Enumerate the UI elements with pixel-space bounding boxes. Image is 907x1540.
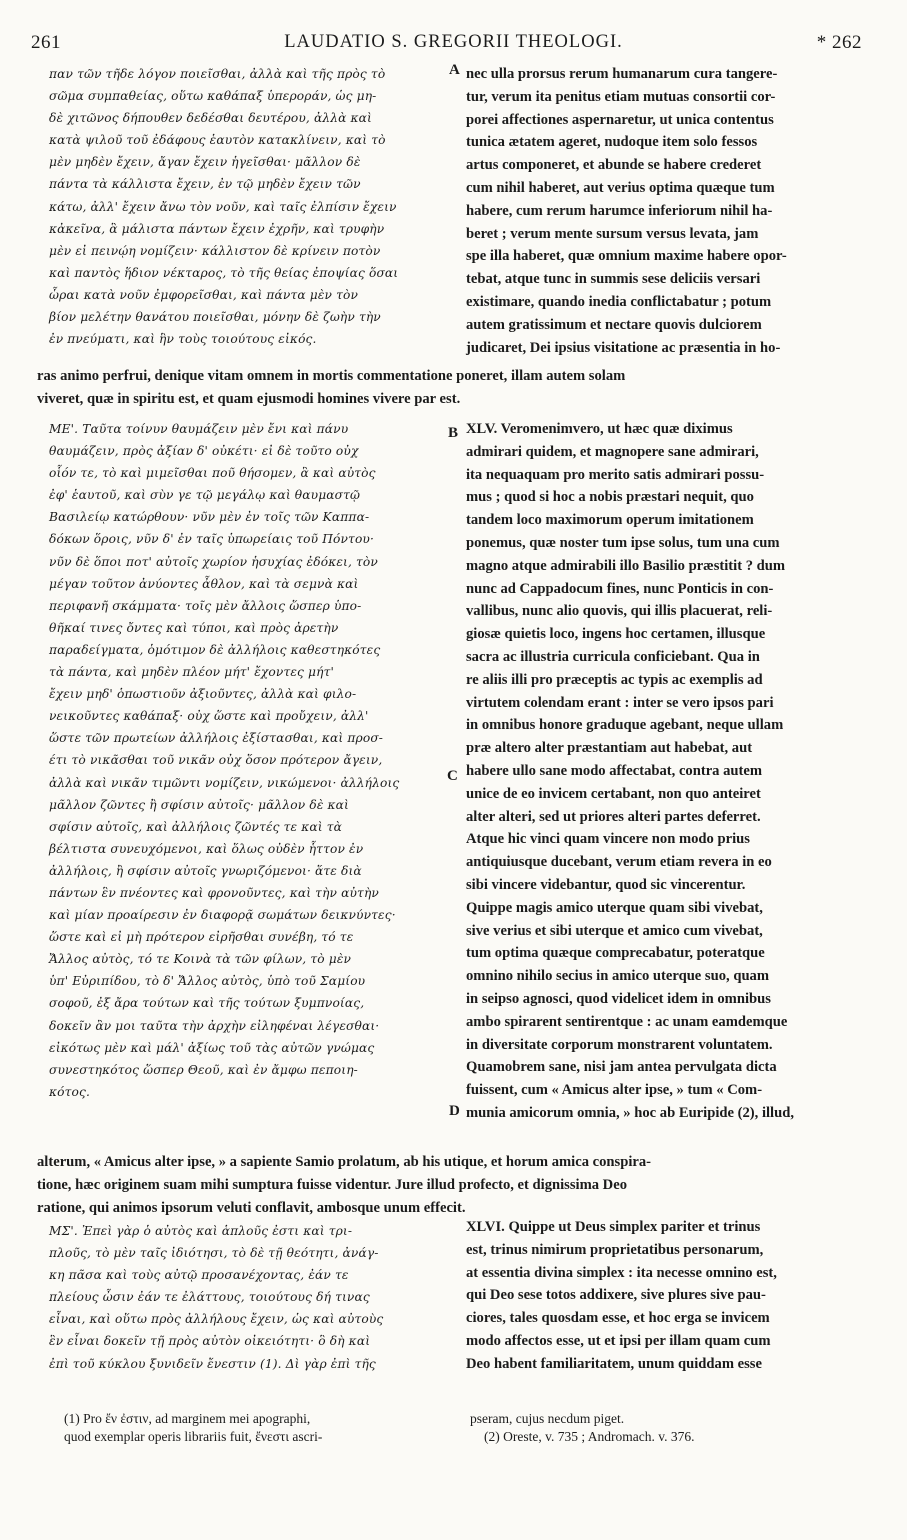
greek-column-block-1 — [49, 63, 398, 350]
latin-line: existimare, quando inedia conflictabatur ; potum — [466, 293, 772, 310]
greek-line: δόκων ὅροις, νῦν δ' ἐν ταῖς ὑπωρείαις τοῦ Πόντου· — [49, 532, 375, 547]
latin-line: munia amicorum omnia, » hoc ab Euripide (2), illud, — [466, 1104, 794, 1121]
margin-letter-c: C — [447, 768, 458, 784]
latin-line: qui Deo sese totos addixere, sive plures sive pau- — [466, 1287, 766, 1304]
greek-line: δοκεῖν ἂν μοι ταῦτα τὴν ἀρχὴν εἰληφέναι λέγεσθαι· — [49, 1018, 380, 1033]
latin-line: ratione, qui animos ipsorum veluti conflavit, ambosque unum effecit. — [37, 1199, 466, 1216]
footnote-line: (2) Oreste, v. 735 ; Andromach. v. 376. — [484, 1429, 695, 1444]
greek-line: Βασιλείῳ κατώρθουν· νῦν μὲν ἐν τοῖς τῶν Καππα- — [49, 510, 370, 525]
greek-line: συνεστηκότος ὥσπερ Θεοῦ, καὶ ἐν ἄμφω πεποιη- — [49, 1062, 358, 1077]
greek-line: μὲν εἰ πεινῴη νομίζειν· κάλλιστον δὲ κρίνειν ποτὸν — [49, 243, 381, 258]
latin-line: autem gratissimum et nectare quovis dulciorem — [466, 316, 762, 333]
greek-line: μέγαν τοῦτον ἀνύοντες ἆθλον, καὶ τὰ σεμνὰ καὶ — [49, 576, 359, 591]
latin-line: præ altero alter præstantiam aut habebat, aut — [466, 740, 753, 757]
latin-column-block-3 — [466, 1216, 777, 1376]
greek-line: σοφοῦ, ἐξ ἄρα τούτων καὶ τῆς τούτων ξυμπνοίας, — [49, 996, 365, 1011]
greek-line: ἀλλὰ καὶ νικᾶν τιμῶντι νομίζειν, νικώμενοι· ἀλλήλοις — [49, 775, 400, 790]
latin-line: tione, hæc originem suam mihi sumptura fuisse videntur. Jure illud profecto, et dignissima Deo — [37, 1176, 627, 1193]
footnote-right — [470, 1410, 694, 1446]
latin-line: mus ; quod si hoc a nobis præstari nequit, quo — [466, 489, 754, 506]
latin-full-width-2 — [37, 1151, 651, 1219]
greek-line: ἐφ' ἑαυτοῦ, καὶ σὺν γε τῷ μεγάλῳ καὶ θαυμαστῷ — [49, 488, 361, 503]
running-title: LAUDATIO S. GREGORII THEOLOGI. — [284, 32, 623, 52]
greek-line: δὲ χιτῶνος δήπουθεν δεδέσθαι δευτέρου, ἀλλὰ καὶ — [49, 111, 372, 126]
latin-line: habere ullo sane modo affectabat, contra autem — [466, 762, 763, 779]
greek-line: ὥστε καὶ εἰ μὴ πρότερον εἰρῆσθαι συνέβη, τό τε — [49, 930, 354, 945]
latin-line: habere, cum rerum harumce inferiorum nihil ha- — [466, 202, 773, 219]
greek-column-block-2 — [49, 418, 399, 1103]
latin-line: beret ; verum mente sursum versus levata, jam — [466, 225, 759, 242]
latin-line: modo affectos esse, ut et ipsi per illam quam cum — [466, 1332, 771, 1349]
latin-line: tunica ætatem ageret, nudoque item solo fessos — [466, 134, 758, 151]
latin-line: giosæ quietis loco, ingens hoc certamen, illusque — [466, 626, 766, 643]
greek-line: ἐπὶ τοῦ κύκλου ξυνιδεῖν ἔνεστιν (1). Δὶ γὰρ ἐπὶ τῆς — [49, 1356, 376, 1371]
greek-line: βέλτιστα συνευχόμενοι, καὶ ὅλως οὐδὲν ἧττον ἐν — [49, 841, 364, 856]
latin-line: tum optima quæque comprecabatur, poteratque — [466, 945, 765, 962]
latin-line: sive verius et sibi uterque et amico cum vivebat, — [466, 922, 763, 939]
greek-line: κότος. — [49, 1084, 91, 1099]
latin-line: Deo habent familiaritatem, unum quiddam esse — [466, 1355, 762, 1372]
latin-line: vallibus, nunc alio quovis, qui illis placuerat, reli- — [466, 603, 773, 620]
greek-line: ὥστε τῶν πρωτείων ἀλλήλοις ἐξίστασθαι, καὶ προσ- — [49, 731, 384, 746]
greek-line: ὧραι κατὰ νοῦν ἐμφορεῖσθαι, καὶ πάντα μὲν τὸν — [49, 287, 359, 302]
greek-line: πάντα τὰ κάλλιστα ἔχειν, ἐν τῷ μηδὲν ἔχειν τῶν — [49, 177, 361, 192]
page-number-right: * 262 — [816, 32, 862, 53]
latin-line: admirari quidem, et magnopere sane admirari, — [466, 443, 759, 460]
greek-line: πάντων ἓν πνέοντες καὶ φρονοῦντες, καὶ τὴν αὐτὴν — [49, 885, 379, 900]
latin-line: nec ulla prorsus rerum humanarum cura tangere- — [466, 66, 778, 82]
latin-line: XLV. Veromenimvero, ut hæc quæ diximus — [466, 421, 733, 437]
latin-line: sacra ac illustria curricula conficiebant. Qua in — [466, 648, 760, 665]
greek-line: καὶ μίαν προαίρεσιν ἐν διαφορᾷ σωμάτων δεικνύντες· — [49, 908, 396, 923]
greek-line: σῶμα συμπαθείας, οὕτω καθάπαξ ὑπεροράν, ὡς μη- — [49, 89, 377, 104]
latin-line: est, trinus nimirum proprietatibus personarum, — [466, 1241, 764, 1258]
latin-line: cum nihil haberet, aut verius optima quæque tum — [466, 179, 775, 196]
greek-line: παν τῶν τῆδε λόγον ποιεῖσθαι, ἀλλὰ καὶ τῆς πρὸς τὸ — [49, 67, 386, 81]
greek-line: ὑπ' Εὐριπίδου, τὸ δ' Ἄλλος αὐτὸς, ὑπὸ τοῦ Σαμίου — [49, 974, 366, 989]
latin-line: in omnibus honore graduque agebant, neque ullam — [466, 717, 784, 734]
greek-line: νῦν δὲ ὅποι ποτ' αὐτοῖς χωρίον ἡσυχίας ἐδόκει, τὸν — [49, 554, 378, 569]
greek-line: παραδείγματα, ὁμότιμον δὲ ἀλλήλοις καθεστηκότες — [49, 642, 381, 657]
greek-line: ἓν εἶναι δοκεῖν τῇ πρὸς αὐτὸν οἰκειότητι· ὃ δὴ καὶ — [49, 1334, 371, 1349]
greek-line: κη πᾶσα καὶ τοὺς αὐτῷ προσανέχοντας, ἐάν τε — [49, 1268, 349, 1283]
latin-line: ras animo perfrui, denique vitam omnem in mortis commentatione poneret, illam autem solam — [37, 368, 626, 384]
margin-letter-d: D — [449, 1103, 460, 1119]
greek-line: τὰ πάντα, καὶ μηδὲν πλέον μήτ' ἔχοντες μήτ' — [49, 665, 334, 680]
greek-line: καὶ παντὸς ἥδιον νέκταρος, τὸ τῆς θείας ἐποψίας ὅσαι — [49, 265, 399, 280]
greek-line: εἰκότως μὲν καὶ μάλ' ἀξίως τοῦ τὰς αὐτῶν γνώμας — [49, 1040, 375, 1055]
latin-line: in seipso agnosci, quod videlicet idem in omnibus — [466, 990, 771, 1007]
greek-line: πλοῦς, τὸ μὲν ταῖς ἰδιότησι, τὸ δὲ τῇ θεότητι, ἀνάγ- — [49, 1246, 379, 1261]
latin-line: antiquiusque ducebant, verum etiam revera in eo — [466, 854, 772, 871]
greek-line: έτι τὸ νικᾶσθαι τοῦ νικᾶν οὐχ ὅσον πρότερον ἄγειν, — [49, 753, 383, 768]
greek-line: σφίσιν αὐτοῖς, καὶ ἀλλήλοις ζῶντές τε καὶ τὰ — [49, 819, 343, 834]
greek-line: ΜΣ'. Ἐπεὶ γὰρ ὁ αὐτὸς καὶ ἁπλοῦς ἐστι καὶ τρι- — [49, 1224, 353, 1238]
latin-line: omnino nihilo secius in amico uterque suo, quam — [466, 968, 770, 985]
greek-line: κἀκεῖνα, ἃ μάλιστα πάντων ἔχειν ἐχρῆν, καὶ τρυφὴν — [49, 221, 385, 236]
footnote-line: (1) Pro ἔν ἐστιν, ad marginem mei apographi, — [64, 1411, 311, 1426]
latin-line: at essentia divina simplex : ita necesse omnino est, — [466, 1264, 777, 1281]
greek-line: βίον μελέτην θανάτου ποιεῖσθαι, μόνην δὲ ζωὴν τὴν — [49, 310, 381, 325]
latin-line: fuissent, cum « Amicus alter ipse, » tum « Com- — [466, 1082, 763, 1099]
latin-line: magno atque admirabili illo Basilio præstitit ? dum — [466, 557, 786, 574]
latin-line: Quamobrem sane, nisi jam antea pervulgata dicta — [466, 1059, 777, 1076]
greek-line: ἐν πνεύματι, καὶ ἣν τοὺς τοιούτους εἰκός. — [49, 332, 317, 347]
latin-line: nunc ad Cappadocum fines, nunc Ponticis in con- — [466, 580, 774, 597]
margin-letter-b: B — [448, 425, 459, 441]
greek-line: οἷόν τε, τὸ καὶ μιμεῖσθαι ποῦ θήσομεν, ἃ καὶ αὐτὸς — [49, 466, 376, 481]
latin-line: spe illa haberet, quæ omnium maxime habere opor- — [466, 248, 787, 265]
greek-column-block-3 — [49, 1220, 383, 1375]
latin-line: ita nequaquam pro merito satis admirari possu- — [466, 466, 765, 483]
greek-line: θαυμάζειν, πρὸς ἀξίαν δ' οὐκέτι· εἰ δὲ τοῦτο οὐχ — [49, 444, 359, 459]
greek-line: μὲν μηδὲν ἔχειν, ἄγαν ἔχειν ἡγεῖσθαι· μᾶλλον δὲ — [49, 155, 361, 170]
latin-line: unice de eo invicem certabant, non quo anteiret — [466, 785, 761, 802]
margin-letter-a: A — [449, 62, 460, 78]
latin-line: judicaret, Dei ipsius visitatione ac præsentia in ho- — [466, 339, 781, 356]
greek-line: πλείους ὦσιν ἐάν τε ἐλάττους, τοιούτους δή τινας — [49, 1290, 370, 1305]
latin-line: tur, verum ita penitus etiam mutuas consortii cor- — [466, 88, 776, 105]
latin-line: Atque hic vinci quam vincere non modo prius — [466, 831, 750, 848]
footnote-line: quod exemplar operis librariis fuit, ἔνεστι ascri- — [64, 1429, 323, 1444]
latin-column-block-1 — [466, 63, 787, 359]
greek-line: ἀλλήλοις, ἢ σφίσιν αὐτοῖς γνωριζόμενοι· ἅτε διὰ — [49, 863, 362, 878]
latin-line: in diversitate corporum monstrarent voluntatem. — [466, 1036, 773, 1053]
greek-line: κατὰ ψιλοῦ τοῦ ἐδάφους ἑαυτὸν κατακλίνειν, καὶ τὸ — [49, 133, 386, 148]
greek-line: νεικοῦντες καθάπαξ· οὐχ ὥστε καὶ προὔχειν, ἀλλ' — [49, 709, 369, 724]
latin-line: re aliis illi pro præceptis ac typis ac exemplis ad — [466, 671, 763, 688]
page-number-left: 261 — [31, 32, 61, 53]
greek-line: μᾶλλον ζῶντες ἢ σφίσιν αὐτοῖς· μᾶλλον δὲ καὶ — [49, 797, 349, 812]
greek-line: περιφανῆ σκάμματα· τοῖς μὲν ἄλλοις ὥσπερ ὑπο- — [49, 598, 362, 613]
greek-line: ΜΕ'. Ταῦτα τοίνυν θαυμάζειν μὲν ἔνι καὶ πάνυ — [49, 422, 349, 436]
latin-line: alterum, « Amicus alter ipse, » a sapiente Samio prolatum, ab his utique, et horum amica conspira- — [37, 1154, 652, 1170]
latin-line: virtutem colendam erant : inter se vero ipsos pari — [466, 694, 774, 711]
latin-line: alter alteri, sed ut priores alteri partes deferret. — [466, 808, 761, 825]
footnote-line: pseram, cujus necdum piget. — [470, 1411, 625, 1426]
latin-full-width-1 — [37, 365, 625, 411]
greek-line: ἔχειν μηδ' ὁπωστιοῦν ἀξιοῦντες, ἀλλὰ καὶ φιλο- — [49, 687, 357, 702]
greek-line: Ἄλλος αὐτὸς, τό τε Κοινὰ τὰ τῶν φίλων, τὸ μὲν — [49, 952, 352, 967]
latin-line: XLVI. Quippe ut Deus simplex pariter et trinus — [466, 1219, 761, 1235]
latin-line: ciores, tales quosdam esse, et hoc erga se invicem — [466, 1310, 770, 1327]
latin-line: Quippe magis amico uterque quam sibi vivebat, — [466, 899, 763, 916]
latin-line: porei affectiones aspernaretur, ut unica contentus — [466, 111, 774, 128]
greek-line: θῆκαί τινες ὄντες καὶ τύποι, καὶ πρὸς ἀρετὴν — [49, 620, 339, 635]
latin-line: artus componeret, et abunde se habere crederet — [466, 157, 762, 174]
footnote-left — [64, 1410, 322, 1446]
latin-column-block-2 — [466, 418, 794, 1125]
latin-line: tandem loco maximorum operum imitationem — [466, 512, 754, 529]
greek-line: κάτω, ἀλλ' ἔχειν ἄνω τὸν νοῦν, καὶ ταῖς ἐλπίσιν ἔχειν — [49, 199, 397, 214]
latin-line: viveret, quæ in spiritu est, et quam ejusmodi homines vivere par est. — [37, 390, 461, 407]
latin-line: ambo spirarent sentirentque : ac unam eamdemque — [466, 1013, 788, 1030]
greek-line: εἶναι, καὶ οὕτω πρὸς ἀλλήλους ἔχειν, ὡς καὶ αὐτοὺς — [49, 1312, 384, 1327]
page-header — [0, 32, 907, 58]
latin-line: tebat, atque tunc in summis sese deliciis versari — [466, 271, 761, 288]
latin-line: sibi vincere videbantur, quod sic vincerentur. — [466, 876, 746, 893]
latin-line: ponemus, quæ noster tum ipse solus, tum una cum — [466, 534, 780, 551]
